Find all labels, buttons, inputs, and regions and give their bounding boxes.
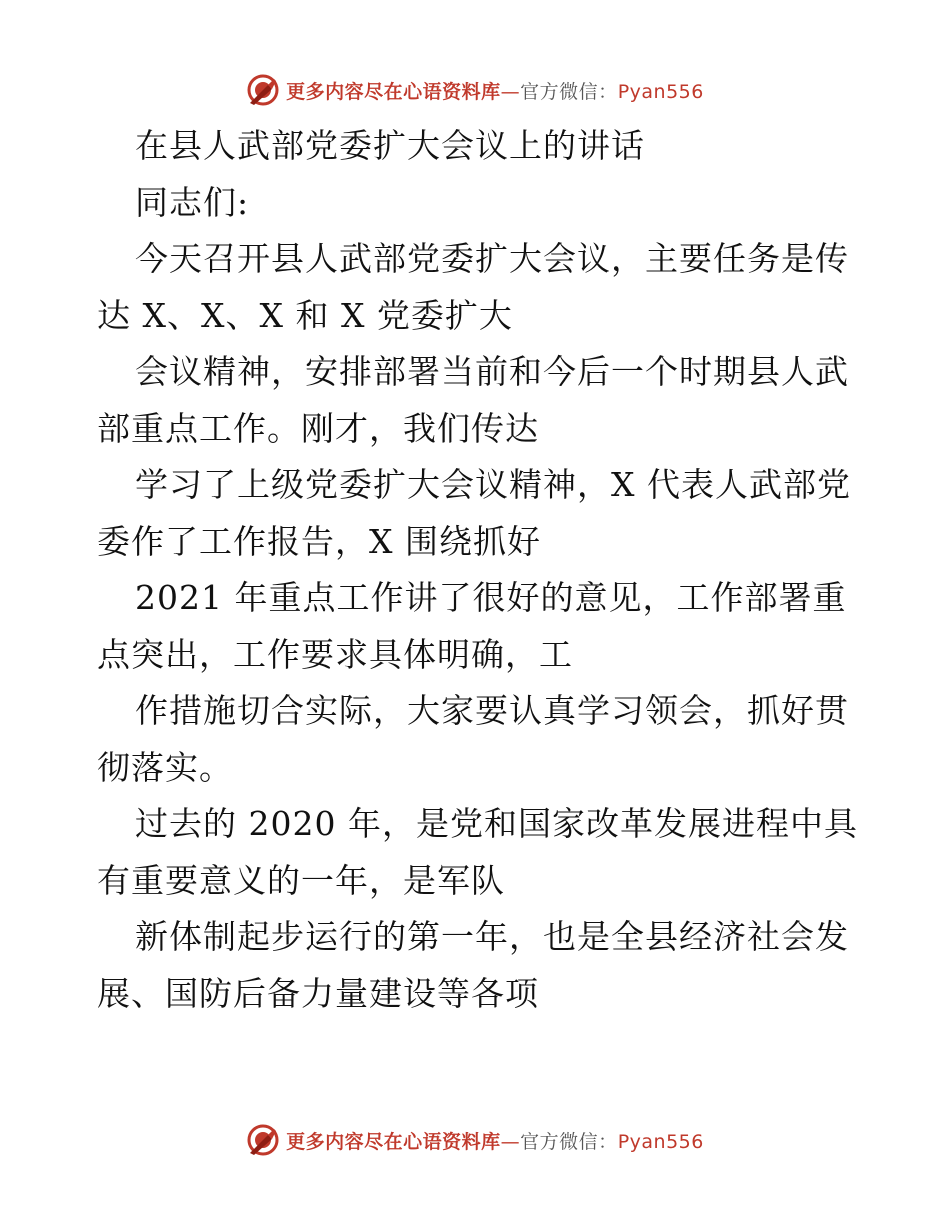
text-line: 会议精神，安排部署当前和今后一个时期县人武 — [135, 352, 849, 391]
header-watermark — [0, 72, 950, 108]
text-line: 有重要意义的一年，是军队 — [97, 860, 505, 900]
watermark-main: 更多内容尽在心语资料库 — [286, 80, 501, 103]
text-line: 过去的 2020 年，是党和国家改革发展进程中具 — [135, 804, 858, 843]
text-line: 达 X、X、X 和 X 党委扩大 — [97, 295, 513, 335]
watermark-dash: — — [500, 80, 521, 103]
watermark-label: 官方微信： — [520, 80, 618, 103]
text-line: 点突出，工作要求具体明确，工 — [97, 634, 573, 674]
text-line: 今天召开县人武部党委扩大会议，主要任务是传 — [135, 239, 849, 278]
text-line: 作措施切合实际，大家要认真学习领会，抓好贯 — [135, 691, 849, 730]
watermark-main: 更多内容尽在心语资料库 — [286, 1130, 501, 1153]
pen-logo-icon — [246, 73, 280, 107]
text-line: 同志们: — [135, 182, 250, 222]
watermark-id: Pyan556 — [617, 1130, 704, 1153]
watermark-label: 官方微信： — [520, 1130, 618, 1153]
text-line: 学习了上级党委扩大会议精神，X 代表人武部党 — [135, 465, 851, 504]
watermark-text — [286, 1127, 704, 1154]
pen-logo-icon — [246, 1123, 280, 1157]
text-line: 2021 年重点工作讲了很好的意见，工作部署重 — [135, 578, 847, 617]
text-line: 在县人武部党委扩大会议上的讲话 — [135, 126, 645, 165]
document-body — [97, 118, 857, 1022]
watermark-text — [286, 77, 704, 104]
watermark-dash: — — [500, 1130, 521, 1153]
text-line: 部重点工作。刚才，我们传达 — [97, 408, 539, 448]
text-line: 委作了工作报告，X 围绕抓好 — [97, 521, 541, 561]
text-line: 展、国防后备力量建设等各项 — [97, 973, 539, 1013]
text-line: 彻落实。 — [97, 747, 233, 787]
footer-watermark — [0, 1122, 950, 1158]
text-line: 新体制起步运行的第一年，也是全县经济社会发 — [135, 917, 849, 956]
watermark-id: Pyan556 — [617, 80, 704, 103]
